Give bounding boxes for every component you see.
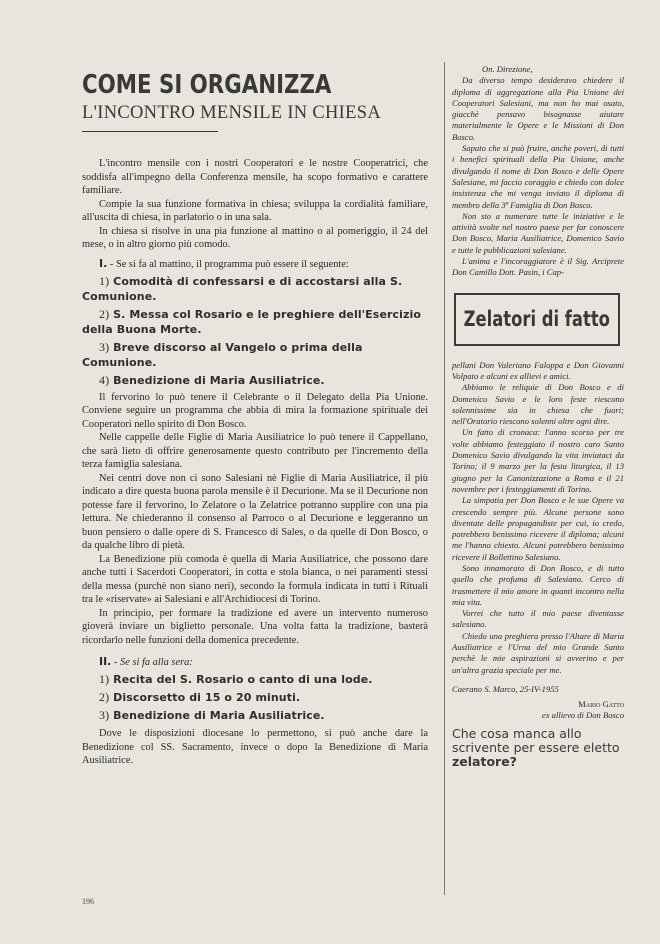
article-subtitle: L'INCONTRO MENSILE IN CHIESA bbox=[82, 103, 381, 123]
body-paragraph: Nelle cappelle delle Figlie di Maria Ausiliatrice lo può tenere il Cappellano, che sarà lieto di offrire generosamente questo contributo per l'incremento della terza famiglia salesiana. bbox=[82, 432, 428, 470]
morning-program-list bbox=[82, 274, 428, 388]
letter-paragraph: pellani Don Valeriano Faloppa e Don Giovanni Volpato e alcuni ex allievi e amici. bbox=[452, 359, 624, 381]
article-column bbox=[82, 70, 428, 768]
letter-paragraph: Un fatto di cronaca: l'anno scorso per tre volte abbiamo festeggiato il nostro caro Santo Domenico Savio divulgando la vita inviataci da Torino; il 9 marzo per la festa liturgica, il 13 giugno per la Canonizzazione a Roma e il 21 novembre per i festeggiamenti di Torino. bbox=[452, 427, 624, 494]
letter-paragraph: Abbiamo le reliquie di Don Bosco e di Domenico Savio e le loro feste riescono solennissime sia in chiesa che fuori; nell'Oratorio riescono solenni oltre ogni dire. bbox=[452, 382, 624, 427]
body-paragraph: Dove le disposizioni diocesane lo permettono, si può anche dare la Benedizione col SS. Sacramento, invece o dopo la Benedizione di Maria Ausiliatrice. bbox=[82, 728, 428, 766]
letter-paragraph: Non sto a numerare tutte le iniziative e le attività svolte nel nostro paese per far conoscere Don Bosco, Maria Ausiliatrice, Domenico Savio e tutte le pubblicazioni salesiane. bbox=[452, 210, 624, 255]
box-title: Zelatori di fatto bbox=[463, 307, 611, 332]
list-item: 3) Benedizione di Maria Ausiliatrice. bbox=[99, 708, 325, 722]
page-number: 196 bbox=[82, 897, 94, 906]
list-item: 3) Breve discorso al Vangelo o prima della Comunione. bbox=[82, 339, 363, 369]
letter-paragraph: Saputo che si può fruire, anche poveri, di tutti i benefici spirituali della Pia Unione, anche divulgando il nome di Don Bosco e delle Opere Salesiane, mi faccio coraggio e chiedo con dolce insistenza che mi venga inviato il diploma di membro della 3ª Famiglia di Don Bosco. bbox=[452, 143, 624, 210]
letter-column bbox=[452, 64, 624, 769]
section-number: II. bbox=[99, 655, 112, 668]
signature-role: ex allievo di Don Bosco bbox=[541, 709, 624, 720]
list-item: 1) Recita del S. Rosario o canto di una lode. bbox=[99, 672, 373, 686]
section-number: I. bbox=[99, 256, 108, 270]
letter-paragraph: Chiedo una preghiera presso l'Altare di Maria Ausiliatrice e l'Urna del mio Grande Santo perchè le mie aspirazioni si avverino e per un'altra grazia speciale per me. bbox=[452, 630, 624, 675]
evening-program-list bbox=[82, 672, 428, 723]
letter-paragraph: L'anima e l'incoraggiatore è il Sig. Arciprete Don Camillo Dott. Pasin, i Cap- bbox=[452, 256, 624, 278]
letter-dateline: Caerano S. Marco, 25-IV-1955 bbox=[452, 683, 559, 694]
body-paragraph: In principio, per formare la tradizione ed avere un intervento numeroso gioverà inviare un biglietto personale. Una volta fatta la tradizione, basterà ricordarlo nelle funzioni della domenica precedente. bbox=[82, 607, 428, 646]
section-heading-text: - Se si fa alla sera: bbox=[113, 657, 193, 668]
section-heading-morning bbox=[82, 257, 428, 272]
list-item: 4) Benedizione di Maria Ausiliatrice. bbox=[99, 372, 325, 387]
list-item: 2) Discorsetto di 15 o 20 minuti. bbox=[99, 690, 301, 704]
intro-paragraph: In chiesa si risolve in una pia funzione al mattino o al pomeriggio, il 24 del mese, o in altro giorno più comodo. bbox=[82, 225, 428, 250]
question-text: Che cosa manca allo scrivente per essere eletto bbox=[452, 725, 620, 755]
letter-signature bbox=[452, 699, 624, 721]
article-title: COME SI ORGANIZZA bbox=[82, 70, 332, 100]
letter-salutation: On. Direzione, bbox=[482, 64, 533, 74]
body-paragraph: Il fervorino lo può tenere il Celebrante o il Delegato della Pia Unione. Conviene seguire un programma che abbia di mira la formazione spirituale dei Cooperatori nello spirito di Don Bosco. bbox=[82, 391, 428, 430]
intro-paragraph: Compie la sua funzione formativa in chiesa; sviluppa la cordialità familiare, all'uscita di chiesa, in parlatorio o in una sala. bbox=[82, 198, 428, 223]
list-item: 2) S. Messa col Rosario e le preghiere dell'Esercizio della Buona Morte. bbox=[82, 306, 422, 336]
signature-name: Mario Gatto bbox=[578, 698, 624, 709]
list-item: 1) Comodità di confessarsi e di accostarsi alla S. Comunione. bbox=[82, 273, 403, 303]
intro-paragraph: L'incontro mensile con i nostri Cooperatori e le nostre Cooperatrici, che soddisfa all'impegno della Conferenza mensile, ha scopo formativo e carattere familiare. bbox=[82, 158, 428, 196]
letter-paragraph: Vorrei che tutto il mio paese diventasse salesiano. bbox=[452, 608, 624, 630]
body-paragraph: Nei centri dove non ci sono Salesiani nè Figlie di Maria Ausiliatrice, il più indicato a dire questa buona parola mensile è il Decurione. Ma se il Decurione non potesse fare il fervorino, lo Zelatore o la Zelatrice potranno supplire con una pia lettura. Ne chiederanno il consenso al Parroco o al Decurione e leggeranno un buon pensiero o dalle opere di S. Francesco di Sales, o da quelle di Don Bosco, o da qualche libro di pietà. bbox=[82, 472, 428, 551]
body-paragraph: La Benedizione più comoda è quella di Maria Ausiliatrice, che possono dare anche tutti i Sacerdoti Cooperatori, in cotta e stola bianca, o nei paramenti stessi della messa (purchè non siano neri), secondo la formula indicata in tutti i Rituali tra le «riservate» ai Salesiani e all'Archidiocesi di Torino. bbox=[82, 553, 428, 605]
article-body bbox=[82, 157, 428, 768]
letter-paragraph: Da diverso tempo desideravo chiedere il diploma di aggregazione alla Pia Unione dei Cooperatori Salesiani, ma non ho mai osato, giacchè pensavo bisognasse aiutare materialmente le Opere e le Missioni di Don Bosco. bbox=[452, 75, 624, 142]
section-heading-evening bbox=[82, 655, 428, 670]
letter-paragraph: Sono innamorato di Don Bosco, e di tutto quello che profuma di Salesiano. Cerco di trasmettere il mio amore in quanti incontro nella mia vita. bbox=[452, 562, 624, 607]
zelatori-title-box bbox=[454, 293, 620, 346]
closing-question bbox=[452, 727, 624, 769]
column-divider bbox=[444, 62, 445, 895]
question-highlight: zelatore? bbox=[452, 753, 517, 769]
letter-paragraph: La simpatia per Don Bosco e le sue Opere va crescendo sempre più. Alcune persone sono diventate delle propagandiste per cui, io credo, potrebbero benissimo ricevere il diploma; alcuni me l'hanno chiesto. Alcuni potrebbero benissimo ricevere il Bollettino Salesiano. bbox=[452, 495, 624, 562]
title-underline bbox=[82, 131, 218, 132]
section-heading-text: - Se si fa al mattino, il programma può essere il seguente: bbox=[109, 258, 349, 270]
